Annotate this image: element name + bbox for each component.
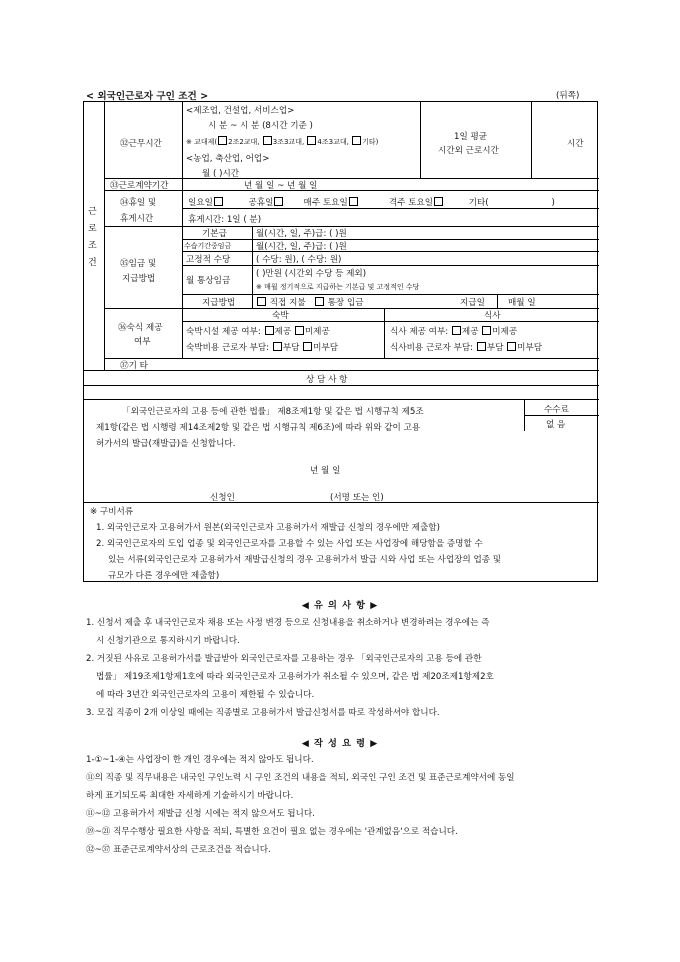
work-hours-label: ㉜근무시간 <box>120 139 162 149</box>
pay-bank-checkbox[interactable] <box>315 297 324 306</box>
note-3: 3. 모집 직종이 2개 이상일 때에는 직종별로 고용허가서 발급신청서를 따로 작성하셔야 합니다. <box>86 708 440 718</box>
pay-method-label: 지급방법 <box>202 298 236 308</box>
back-side-label: (뒤쪽) <box>556 91 580 101</box>
note-2-line-3: 에 따라 3년간 외국인근로자의 고용이 제한될 수 있습니다. <box>96 690 315 700</box>
lodging-cost: 숙박비용 근로자 부담: 부담 미부담 <box>186 343 339 353</box>
shift-option-checkbox[interactable] <box>218 136 227 145</box>
application-text-2: 제1항(같은 법 시행령 제14조제2항 및 같은 법 시행규칙 제6조)에 따라 위와 같이 고용 <box>96 423 421 433</box>
fee-label: 수수료 <box>544 405 569 415</box>
guide-item-5: ㉜~㊲ 표준근로계약서상의 근로조건을 적습니다. <box>86 845 271 855</box>
pay-day-label: 지급일 <box>460 298 485 308</box>
lodging-provide: 숙박시설 제공 여부: 제공 미제공 <box>186 327 330 337</box>
notes-title: ◀ 유 의 사 항 ▶ <box>301 600 379 611</box>
guide-title: ◀ 작 성 요 령 ▶ <box>301 738 379 749</box>
fixed-allowance-value[interactable]: ( 수당: 원), ( 수당: 원) <box>256 255 342 265</box>
probation-pay-label: 수습기간중임금 <box>184 242 232 250</box>
monthly-wage-note: ※ 매월 정기적으로 지급하는 기본급 및 고정적인 수당 <box>256 283 420 291</box>
employment-conditions-form <box>83 101 598 582</box>
base-pay-label: 기본급 <box>202 229 227 239</box>
other-label: ㊲기 타 <box>120 361 148 371</box>
avg-overtime-label-2: 시간외 근로시간 <box>438 146 499 156</box>
lodging-provide-checkbox[interactable] <box>265 326 274 335</box>
meal-burden-checkbox[interactable] <box>477 342 486 351</box>
document-item-2-line-3: 규모가 다른 경우에만 제출함) <box>108 571 220 581</box>
holidays-label-2: 휴게시간 <box>120 214 154 224</box>
lodging-not-provide-checkbox[interactable] <box>295 326 304 335</box>
shift-option-checkbox[interactable] <box>263 136 272 145</box>
guide-item-2-line-1: ⑪의 직종 및 직무내용은 내국인 구인노력 시 구인 조건의 내용을 적되, 외국인 구인 조건 및 표준근로계약서에 동일 <box>86 773 515 783</box>
holiday-saturday-checkbox[interactable] <box>349 197 358 206</box>
avg-overtime-label-1: 1일 평균 <box>454 132 488 142</box>
meal-not-burden-checkbox[interactable] <box>507 342 516 351</box>
note-1-line-2: 시 신청기관으로 통지하시기 바랍니다. <box>96 636 240 646</box>
holiday-alt-saturday-checkbox[interactable] <box>434 197 443 206</box>
guide-item-2-line-2: 하게 표기되도록 최대한 자세하게 기술하시기 바랍니다. <box>86 791 294 801</box>
document-item-2-line-1: 2. 외국인근로자의 도입 업종 및 외국인근로자를 고용할 수 있는 사업 또는 사업장에 해당함을 증명할 수 <box>96 539 483 549</box>
lodging-header: 숙박 <box>272 311 289 321</box>
application-date[interactable]: 년 월 일 <box>310 466 341 476</box>
meal-provide: 식사 제공 여부: 제공 미제공 <box>390 327 518 337</box>
fee-value: 없 음 <box>546 420 566 430</box>
applicant-label: 신청인 <box>210 493 235 503</box>
lodging-not-burden-checkbox[interactable] <box>303 342 312 351</box>
work-hours-monthly[interactable]: 월 ( )시간 <box>202 169 240 179</box>
meal-header: 식사 <box>484 311 501 321</box>
holiday-options: 일요일 공휴일 매주 토요일 격주 토요일 기타( ) <box>188 198 555 208</box>
meal-cost: 식사비용 근로자 부담: 부담 미부담 <box>390 343 543 353</box>
form-section-title: < 외국인근로자 구인 조건 > <box>86 91 209 102</box>
wage-label-1: ㉟임금 및 <box>120 259 157 269</box>
housing-label-2: 여부 <box>134 337 151 347</box>
applicant-signature[interactable]: (서명 또는 인) <box>330 493 384 503</box>
section-label-work-conditions: 근로조건 <box>88 207 97 268</box>
note-2-line-1: 2. 거짓된 사유로 고용허가서를 발급받아 외국인근로자를 고용하는 경우 「외국인근로자의 고용 등에 관한 <box>86 654 482 664</box>
base-pay-value[interactable]: 월(시간, 일, 주)급: ( )원 <box>256 229 347 239</box>
application-text-1: 「외국인근로자의 고용 등에 관한 법률」 제8조제1항 및 같은 법 시행규칙 제5조 <box>122 407 424 417</box>
guide-item-1: 1-①~1-④는 사업장이 한 개인 경우에는 적지 않아도 됩니다. <box>86 755 314 765</box>
work-hours-time-range: 시 분 ~ 시 분 (8시간 기준 ) <box>208 121 313 131</box>
contract-period-value[interactable]: 년 월 일 ~ 년 월 일 <box>244 181 318 191</box>
avg-overtime-unit[interactable]: 시간 <box>567 139 584 149</box>
document-item-1: 1. 외국인근로자 고용허가서 원본(외국인근로자 고용허가서 재발급 신청의 경우에만 제출함) <box>96 523 440 533</box>
work-hours-industry-1: <제조업, 건설업, 서비스업> <box>186 106 295 116</box>
monthly-wage-label: 월 통상임금 <box>186 276 231 286</box>
note-2-line-2: 법률」 제19조제1항제1호에 따라 외국인근로자 고용허가가 취소될 수 있으며, 같은 법 제20조제1항제2호 <box>96 672 494 682</box>
meal-not-provide-checkbox[interactable] <box>482 326 491 335</box>
shift-option-checkbox[interactable] <box>307 136 316 145</box>
contract-period-label: ㉝근로계약기간 <box>110 181 169 191</box>
lodging-burden-checkbox[interactable] <box>273 342 282 351</box>
document-item-2-line-2: 있는 서류(외국인근로자 고용허가서 재발급신청의 경우 고용허가서 발급 시와 사업 또는 사업장의 업종 및 <box>108 555 502 565</box>
holiday-public-checkbox[interactable] <box>274 197 283 206</box>
fixed-allowance-label: 고정적 수당 <box>186 255 231 265</box>
shift-system-options: ※ 교대제( 2조2교대, 3조3교대, 4조3교대, 기타) <box>186 138 379 146</box>
pay-direct-checkbox[interactable] <box>257 297 266 306</box>
shift-option-checkbox[interactable] <box>352 136 361 145</box>
work-hours-industry-2: <농업, 축산업, 어업> <box>186 154 270 164</box>
monthly-wage-value[interactable]: ( )만원 (시간외 수당 등 제외) <box>256 269 367 279</box>
consult-label: 상 담 사 항 <box>306 375 348 385</box>
rest-time[interactable]: 휴게시간: 1일 ( 분) <box>188 215 262 225</box>
holidays-label-1: ㉞휴일 및 <box>120 198 157 208</box>
housing-label-1: ㊱숙식 제공 <box>118 323 163 333</box>
application-text-3: 허가서의 발급(재발급)을 신청합니다. <box>96 439 236 449</box>
guide-item-3: ⑪~⑫ 고용허가서 재발급 신청 시에는 적지 않으셔도 됩니다. <box>86 809 315 819</box>
meal-provide-checkbox[interactable] <box>452 326 461 335</box>
pay-method-options: 직접 지불 통장 입금 <box>256 296 364 308</box>
guide-item-4: ⑲~㉑ 직무수행상 필요한 사항을 적되, 특별한 요건이 필요 없는 경우에는 '관계없음'으로 적습니다. <box>86 827 458 837</box>
note-1-line-1: 1. 신청서 제출 후 내국인근로자 채용 또는 사정 변경 등으로 신청내용을 취소하거나 변경하려는 경우에는 즉 <box>86 618 490 628</box>
documents-title: ※ 구비서류 <box>90 507 134 517</box>
holiday-sunday-checkbox[interactable] <box>214 197 223 206</box>
pay-day-value[interactable]: 매월 일 <box>508 298 536 308</box>
probation-pay-value[interactable]: 월(시간, 일, 주)급: ( )원 <box>256 242 347 252</box>
wage-label-2: 지급방법 <box>122 274 156 284</box>
